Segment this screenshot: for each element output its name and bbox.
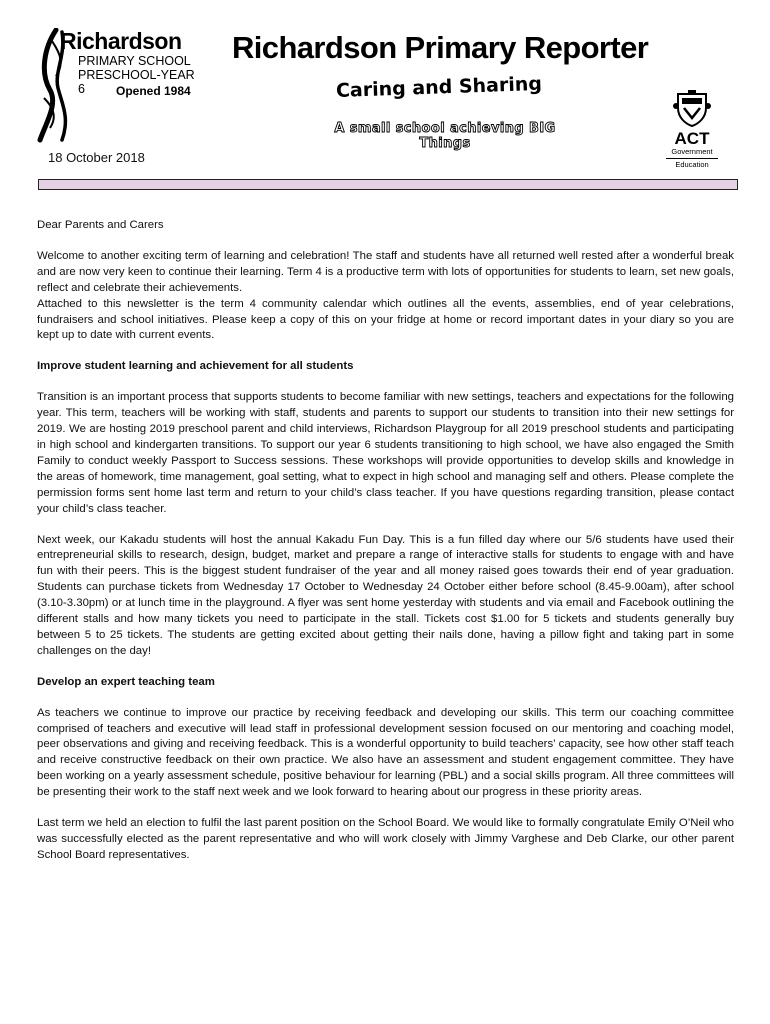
logo-opened-year: Opened 1984: [116, 84, 191, 98]
transition-paragraph: Transition is an important process that supports students to become familiar with new settings, teachers and expectations for the following year. This term, teachers will be working with staff, students and parents to support our students to transition into their new settings for 2019. We are hosting 2019 preschool parent and child interviews, Richardson Playgroup for all 2019 preschool students and participating in high school and kindergarten transitions. To support our year 6 students transitioning to high school, we have also engaged the Smith Family to conduct weekly Passport to Success sessions. These workshops will provide opportunities to develop skills and knowledge in the areas of homework, time management, goal setting, what to expect in high school and managing self and others. Please complete the permission forms sent home last term and return to your child’s class teacher. If you have questions regarding transition, please contact your child’s class teacher.: [37, 391, 734, 515]
kakadu-fun-day-paragraph: Next week, our Kakadu students will host the annual Kakadu Fun Day. This is a fun filled day where our 5/6 students have used their entrepreneurial skills to research, design, budget, market and prepare a range of interactive stalls for students to engage with and have fun with their peers. This is the biggest student fundraiser of the year and all money raised goes towards their end of year graduation. Students can purchase tickets from Wednesday 17 October to Wednesday 24 October either before school (8.45-9.00am), after school (3.10-3.30pm) or at lunch time in the playground. A flyer was sent home yesterday with students and via email and Facebook outlining the different stalls and how many tickets you need to participate in the stall. Tickets cost $1.00 for 5 tickets and students generally buy between 5 to 25 tickets. The students are getting excited about getting their nails done, having a pillow fight and taking part in some challenges on the day!: [37, 533, 734, 657]
header-divider-bar: [38, 179, 738, 190]
logo-school-name: Richardson: [60, 28, 182, 54]
act-government-logo: [662, 88, 722, 174]
greeting: Dear Parents and Carers: [37, 219, 164, 231]
logo-primary-school: PRIMARY SCHOOL: [78, 54, 191, 68]
act-government-text: Government: [671, 147, 713, 156]
act-divider: [666, 158, 718, 159]
school-motto: Caring and Sharing: [335, 72, 543, 102]
teaching-practice-paragraph: As teachers we continue to improve our practice by receiving feedback and developing our skills. This term our coaching committee comprised of teachers and executive will lead staff in professional development session focused on our mentoring and coaching model, peer observations and giving and receiving feedback. This is a wonderful opportunity to build teachers’ capacity, see how other staff teach and receive constructive feedback on their own practice. We also have an assessment and student engagement committee. They have been working on a yearly assessment schedule, positive behaviour for learning (PBL) and a social skills program. All three committees will be presenting their work to the staff next week and we look forward to hearing about our progress in these priority areas.: [37, 706, 734, 799]
act-crest-icon: [672, 88, 712, 128]
newsletter-body: [37, 218, 734, 864]
section-heading-student-learning: Improve student learning and achievement for all students: [37, 360, 354, 373]
school-board-paragraph: Last term we held an election to fulfil the last parent position on the School Board. We would like to formally congratulate Emily O’Neil who was successfully elected as the parent representative and who will work closely with Jimmy Varghese and Deb Clarke, our other parent School Board representatives.: [37, 817, 734, 861]
logo-preschool-year: PRESCHOOL-YEAR 6: [78, 68, 195, 96]
act-education-text: Education: [675, 160, 709, 169]
intro-paragraph-1: Welcome to another exciting term of learning and celebration! The staff and students have all returned well rested after a wonderful break and are now very keen to continue their learning. Term 4 is a productive term with lots of opportunities for students to learn, set new goals, reflect and celebrate their achievements.: [37, 249, 734, 294]
intro-paragraph-2: Attached to this newsletter is the term 4 community calendar which outlines all the events, assemblies, end of year celebrations, fundraisers and school initiatives. Please keep a copy of this on your fridge at home or record important dates in your diary so you are kept up to date with current events.: [37, 297, 734, 342]
newsletter-title: Richardson Primary Reporter: [232, 30, 649, 65]
act-wordmark: ACT: [674, 129, 710, 148]
issue-date: 18 October 2018: [48, 150, 145, 165]
school-tagline: A small school achieving BIG Things: [334, 121, 556, 151]
section-heading-teaching-team: Develop an expert teaching team: [37, 675, 215, 688]
school-logo: [36, 28, 201, 143]
